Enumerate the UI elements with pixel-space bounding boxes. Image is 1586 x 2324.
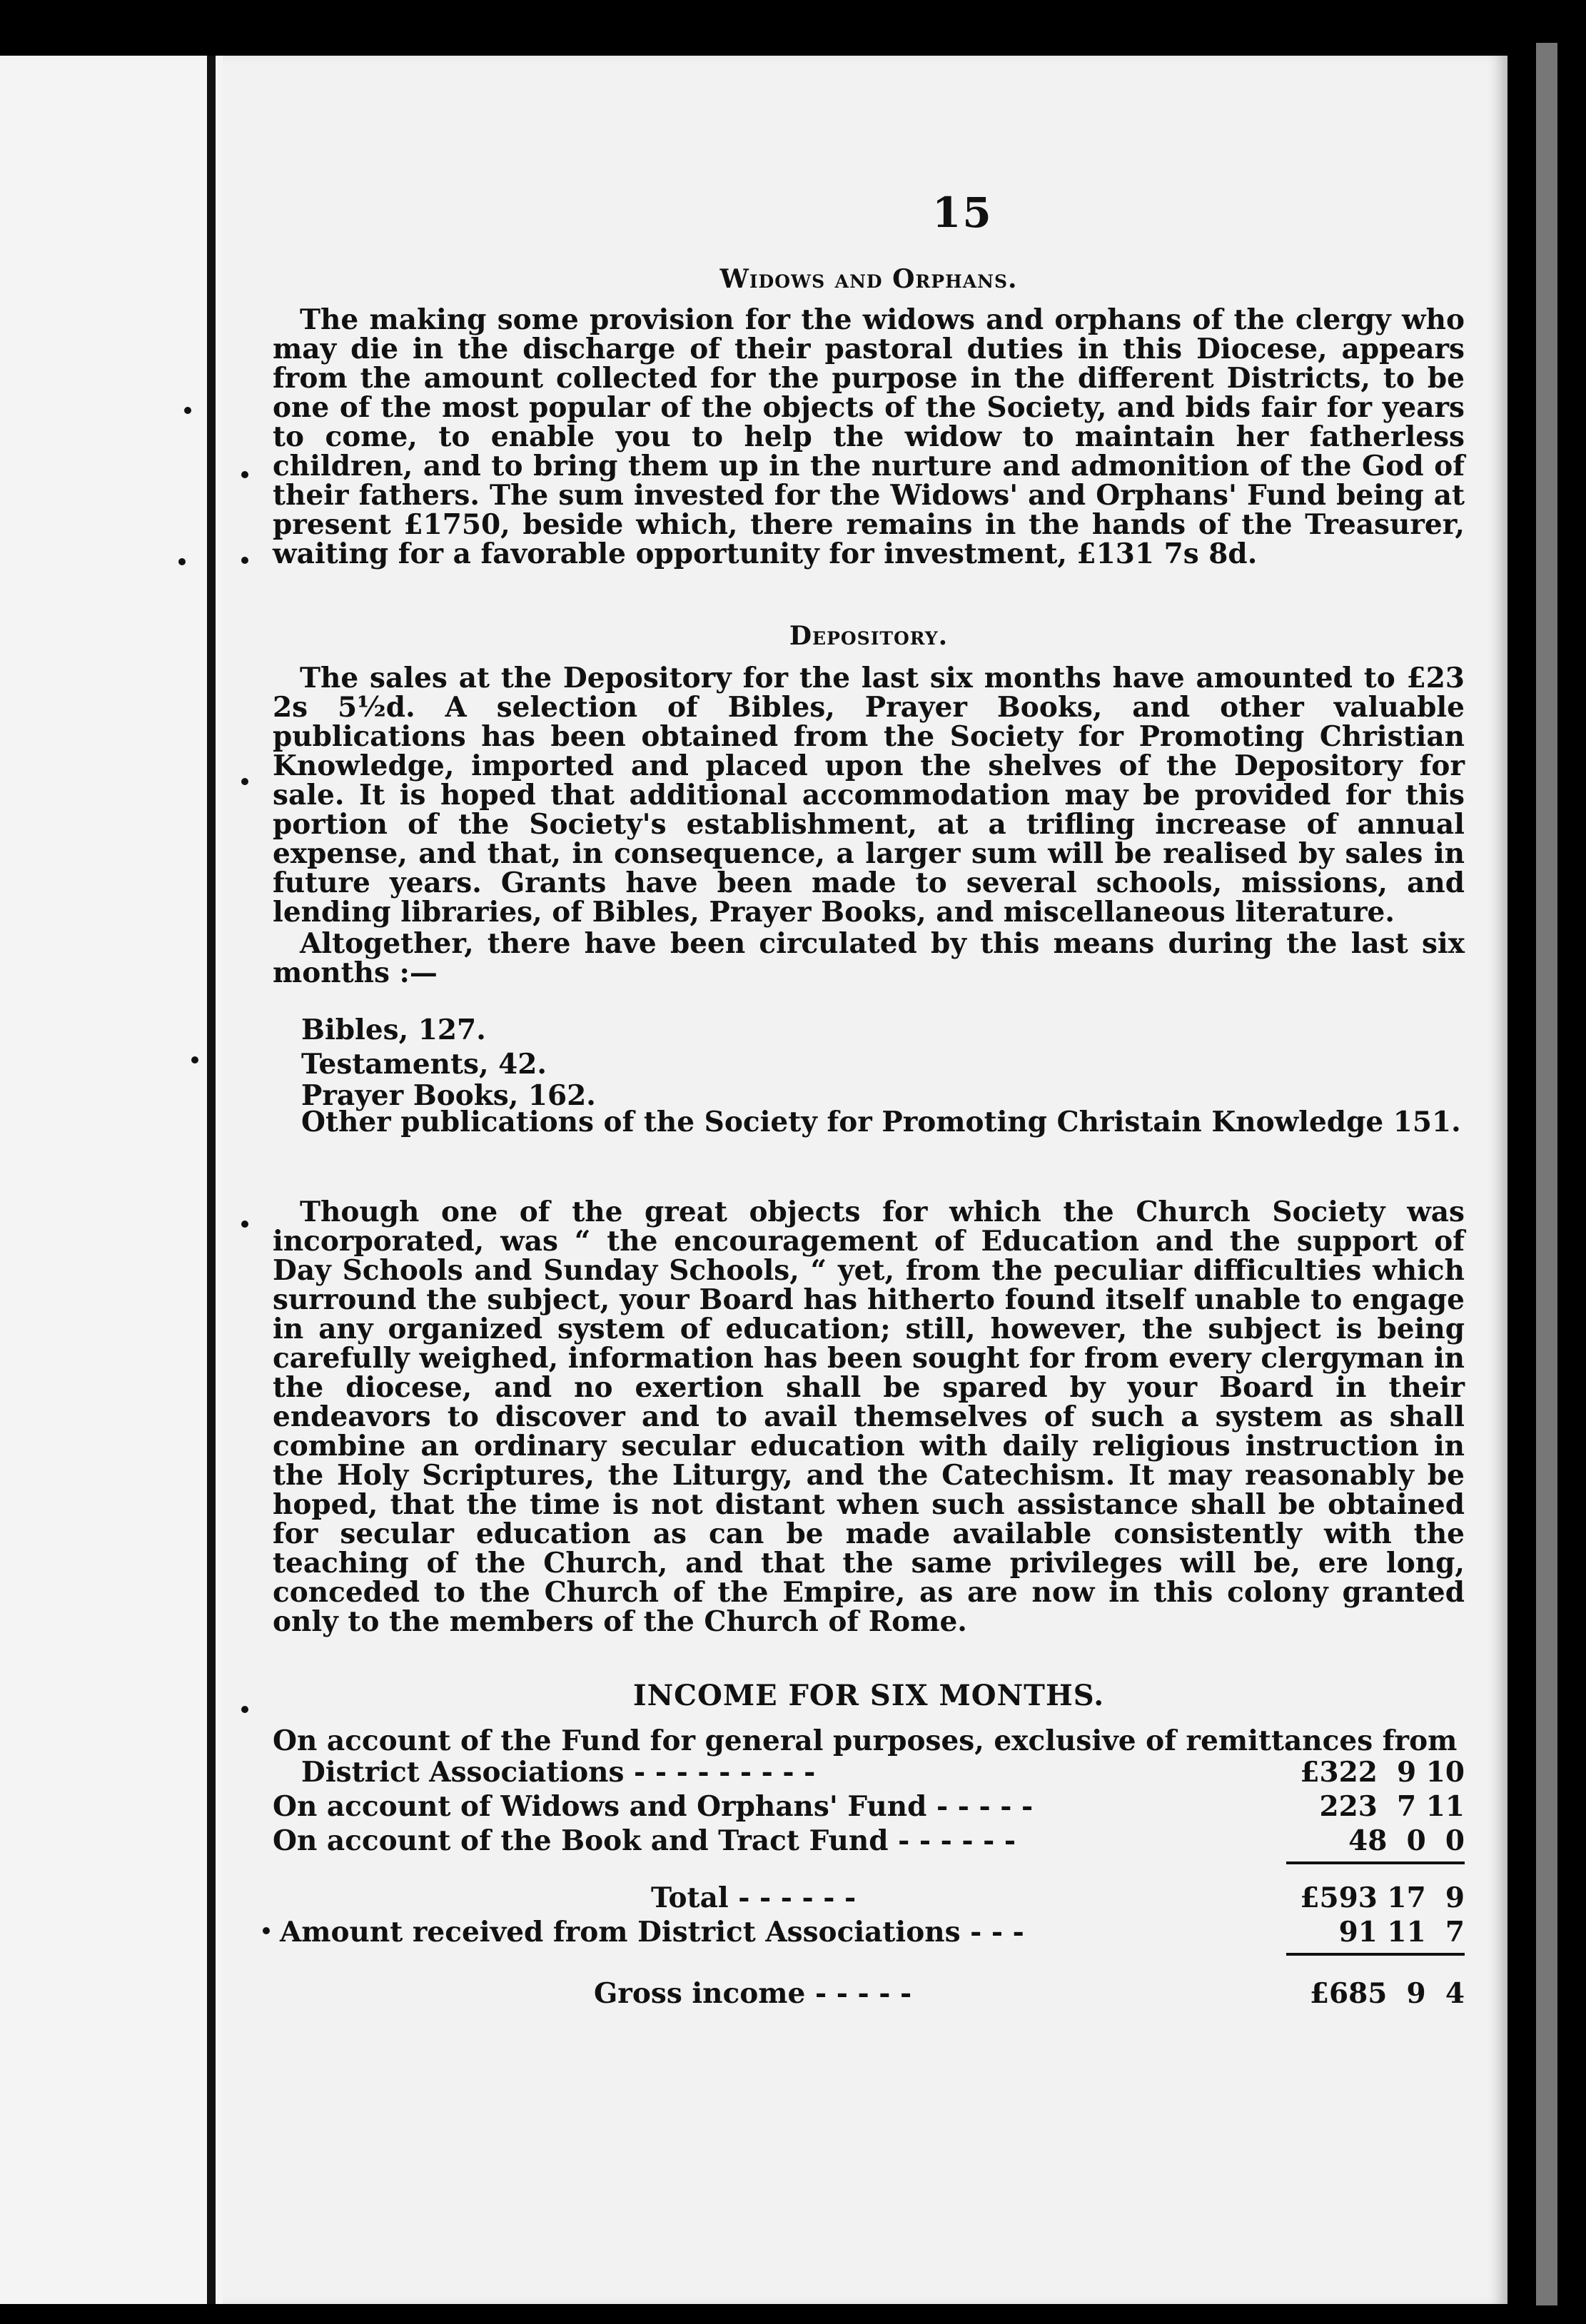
income-amount: 91 11 7 <box>1338 1916 1465 1949</box>
margin-speck <box>241 557 248 564</box>
income-title: INCOME FOR SIX MONTHS. <box>632 1679 1105 1712</box>
income-row <box>273 1756 1465 1789</box>
gutter-rule <box>207 56 216 2304</box>
depository-paragraph: The sales at the Depository for the last six months have amounted to £23 2s 5½d. A selection of Bibles, Prayer Books, and other valuable publications has been obtained from the Society for Promoting Christian Knowledge, imported and placed upon the shelves of the Depository for sale. It is hoped that additional accommodation may be provided for this portion of the Society's establishment, at a trifling increase of annual expense, and that, in consequence, a larger sum will be realised by sales in future years. Grants have been made to several schools, missions, and lending libraries, of Bibles, Prayer Books, and miscellaneous literature. <box>273 662 1465 929</box>
income-row <box>273 1881 1465 1914</box>
list-item: Bibles, 127. <box>301 1014 486 1046</box>
margin-speck <box>241 778 248 785</box>
income-label: District Associations - - - - - - - - - <box>301 1756 816 1789</box>
income-row <box>273 1790 1465 1823</box>
circulated-intro: Altogether, there have been circulated by this means during the last six months :— <box>273 927 1465 989</box>
list-item: Testaments, 42. <box>301 1048 547 1081</box>
margin-speck <box>263 1927 270 1934</box>
income-row <box>273 1916 1465 1949</box>
income-label: Total - - - - - - <box>651 1881 857 1914</box>
sum-rule <box>1286 1953 1465 1956</box>
margin-speck <box>241 1706 248 1713</box>
income-row <box>273 1724 1465 1757</box>
margin-speck <box>178 558 186 565</box>
income-amount: £593 17 9 <box>1300 1881 1465 1914</box>
sum-rule <box>1286 1861 1465 1864</box>
section-heading-widows: Widows and Orphans. <box>719 264 1018 294</box>
income-label: On account of the Fund for general purposes, exclusive of remittances from <box>273 1724 1458 1757</box>
list-item: Prayer Books, 162. <box>301 1079 596 1112</box>
income-label: On account of the Book and Tract Fund - - - - - - <box>273 1824 1016 1857</box>
income-amount: £322 9 10 <box>1300 1756 1465 1789</box>
education-paragraph: Though one of the great objects for which the Church Society was incorporated, was “ the encouragement of Education and the support of Day Schools and Sunday Schools, “ yet, from the peculiar difficulties which surround the subject, your Board has hitherto found itself unable to engage in any organized system of education; still, however, the subject is being carefully weighed, information has been sought for from every clergyman in the diocese, and no exertion shall be spared by your Board in their endeavors to discover and to avail themselves of such a system as shall combine an ordinary secular education with daily religious instruction in the Holy Scriptures, the Liturgy, and the Catechism. It may reasonably be hoped, that the time is not distant when such assistance shall be obtained for secular education as can be made available consistently with the teaching of the Church, and that the same privileges will be, ere long, conceded to the Church of the Empire, as are now in this colony granted only to the members of the Church of Rome. <box>273 1196 1465 1638</box>
income-row <box>273 1824 1465 1857</box>
income-amount: £685 9 4 <box>1309 1977 1465 2010</box>
page-number: 15 <box>932 188 993 237</box>
income-label: Amount received from District Associations - - - <box>280 1916 1024 1949</box>
section-heading-depository: Depository. <box>789 621 949 651</box>
margin-speck <box>241 1221 248 1228</box>
income-row <box>273 1977 1465 2010</box>
margin-speck <box>184 407 191 414</box>
margin-speck <box>241 471 248 478</box>
margin-speck <box>191 1056 198 1064</box>
list-item: Other publications of the Society for Promoting Christain Knowledge 151. <box>301 1106 1461 1138</box>
income-amount: 223 7 11 <box>1319 1790 1465 1823</box>
page-edge <box>1536 43 1557 2305</box>
income-label: Gross income - - - - - <box>594 1977 912 2010</box>
widows-paragraph: The making some provision for the widows and orphans of the clergy who may die in the discharge of their pastoral duties in this Diocese, appears from the amount collected for the purpose in the different Districts, to be one of the most popular of the objects of the Society, and bids fair for years to come, to enable you to help the widow to maintain her fatherless children, and to bring them up in the nurture and admonition of the God of their fathers. The sum invested for the Widows' and Orphans' Fund being at present £1750, beside which, there remains in the hands of the Treasurer, waiting for a favorable opportunity for investment, £131 7s 8d. <box>273 303 1465 570</box>
income-label: On account of Widows and Orphans' Fund - - - - - <box>273 1790 1034 1823</box>
income-amount: 48 0 0 <box>1348 1824 1465 1857</box>
